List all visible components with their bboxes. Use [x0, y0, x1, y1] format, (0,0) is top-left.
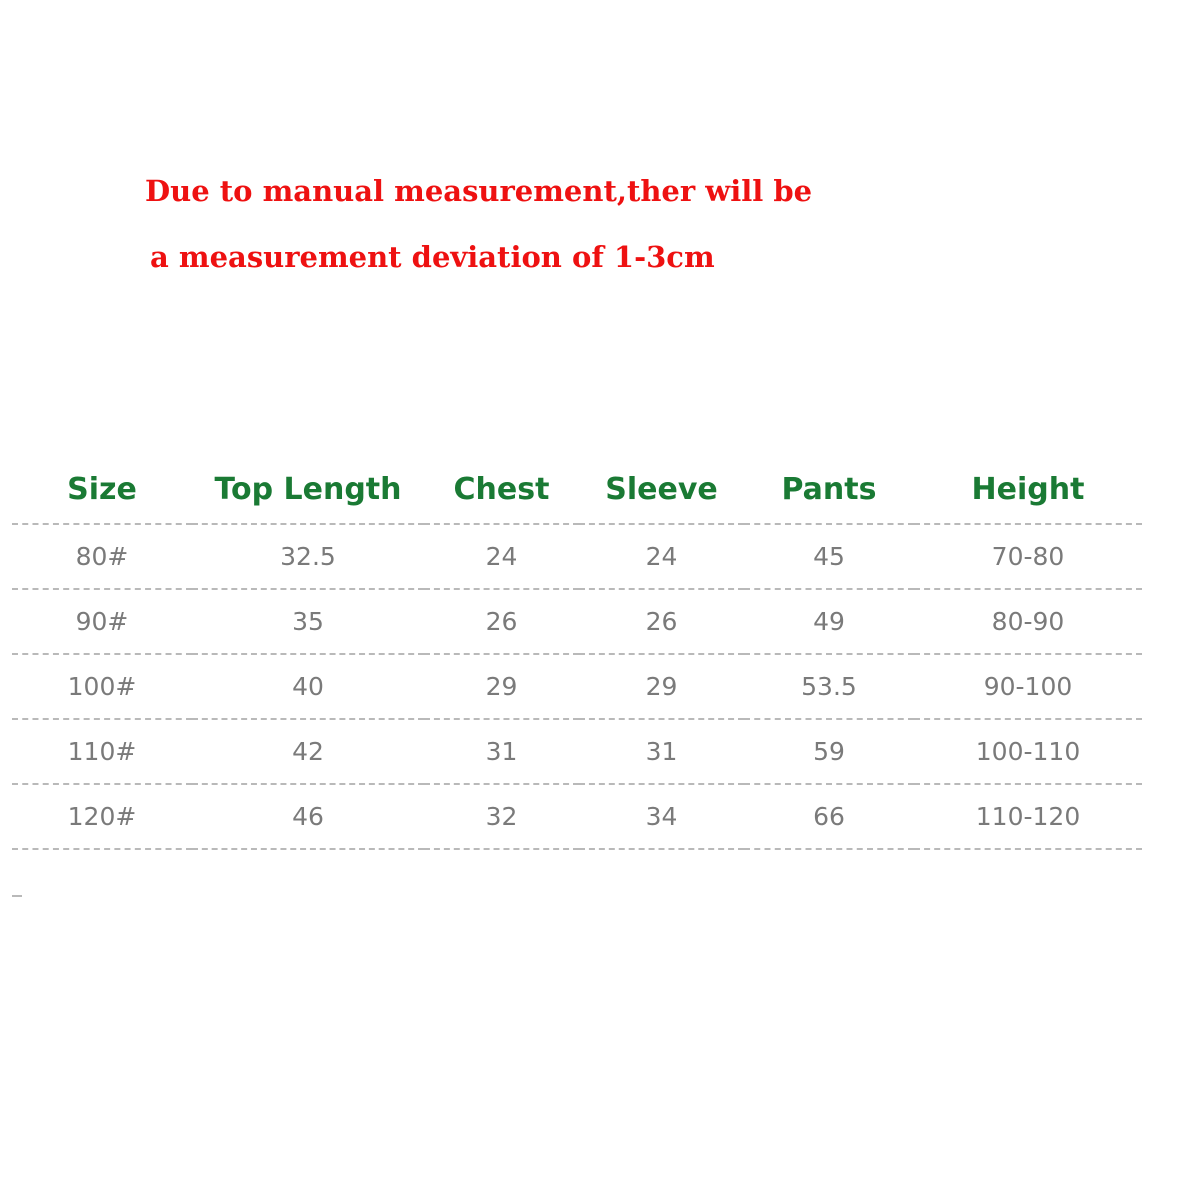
table-row — [12, 784, 1142, 849]
cell-top-length: 40 — [192, 654, 424, 719]
cell-height: 100-110 — [914, 719, 1142, 784]
cell-top-length: 32.5 — [192, 524, 424, 589]
column-header-height: Height — [971, 471, 1085, 507]
column-header-pants: Pants — [781, 471, 877, 507]
table-row — [12, 589, 1142, 654]
cell-size: 110# — [12, 719, 192, 784]
cell-chest: 26 — [424, 589, 579, 654]
column-header-size: Size — [67, 471, 137, 507]
cell-pants: 49 — [744, 589, 914, 654]
cell-sleeve: 29 — [579, 654, 744, 719]
cell-size: 120# — [12, 784, 192, 849]
cell-sleeve: 34 — [579, 784, 744, 849]
cell-sleeve: 24 — [579, 524, 744, 589]
cell-chest: 29 — [424, 654, 579, 719]
size-table-body — [12, 524, 1142, 849]
cell-pants: 59 — [744, 719, 914, 784]
cell-top-length: 42 — [192, 719, 424, 784]
size-table — [12, 455, 1142, 850]
cell-pants: 66 — [744, 784, 914, 849]
stray-dash-mark — [12, 895, 22, 897]
cell-size: 90# — [12, 589, 192, 654]
cell-height: 80-90 — [914, 589, 1142, 654]
table-row — [12, 654, 1142, 719]
cell-height: 70-80 — [914, 524, 1142, 589]
notice-line-2: a measurement deviation of 1-3cm — [150, 240, 715, 274]
cell-sleeve: 31 — [579, 719, 744, 784]
cell-chest: 32 — [424, 784, 579, 849]
column-header-chest: Chest — [453, 471, 550, 507]
cell-height: 110-120 — [914, 784, 1142, 849]
cell-pants: 45 — [744, 524, 914, 589]
column-header-sleeve: Sleeve — [605, 471, 718, 507]
measurement-notice — [145, 158, 1045, 290]
cell-sleeve: 26 — [579, 589, 744, 654]
cell-chest: 31 — [424, 719, 579, 784]
header-row — [12, 455, 1142, 524]
cell-top-length: 35 — [192, 589, 424, 654]
cell-size: 80# — [12, 524, 192, 589]
table-row — [12, 524, 1142, 589]
notice-line-1: Due to manual measurement,ther will be — [145, 174, 813, 208]
cell-size: 100# — [12, 654, 192, 719]
size-table-header — [12, 455, 1142, 524]
cell-chest: 24 — [424, 524, 579, 589]
column-header-top-length: Top Length — [214, 471, 402, 507]
table-row — [12, 719, 1142, 784]
cell-pants: 53.5 — [744, 654, 914, 719]
cell-height: 90-100 — [914, 654, 1142, 719]
cell-top-length: 46 — [192, 784, 424, 849]
